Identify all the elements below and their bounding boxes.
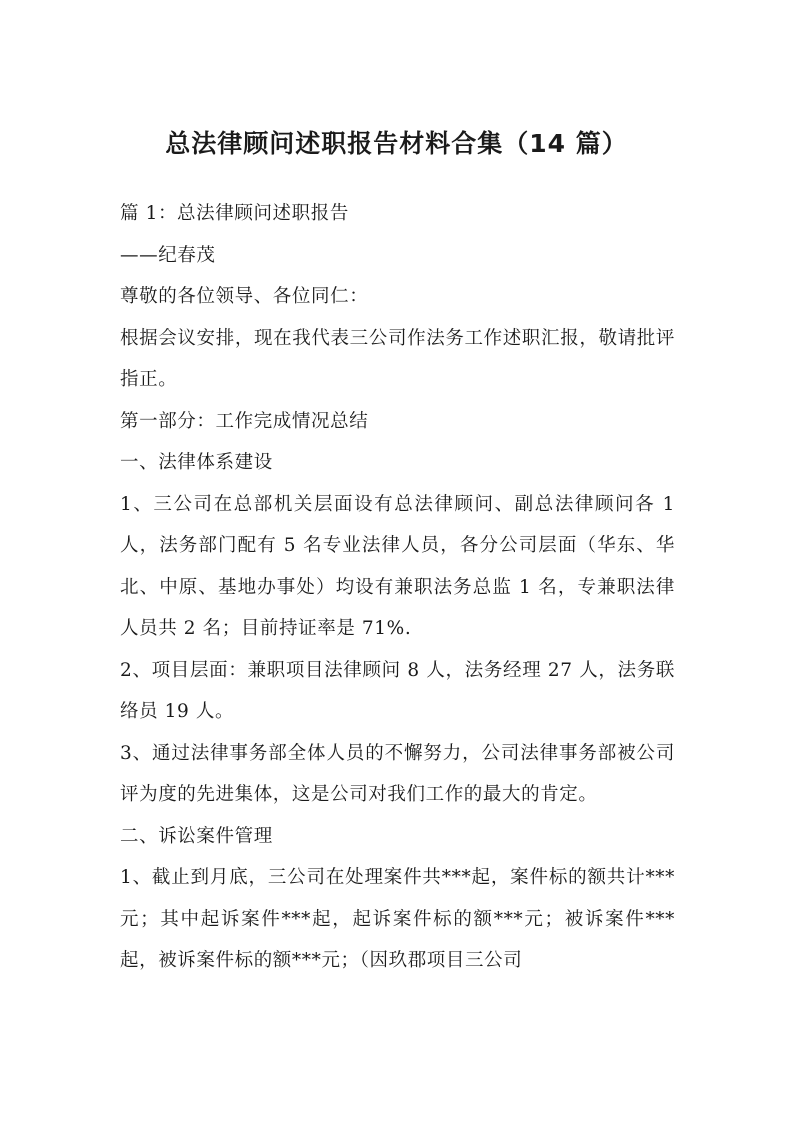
paragraph-intro: 根据会议安排，现在我代表三公司作法务工作述职汇报，敬请批评指正。	[120, 327, 675, 390]
paragraph-item: 3、通过法律事务部全体人员的不懈努力，公司法律事务部被公司评为度的先进集体，这是公司对我们工作的最大的肯定。	[120, 742, 675, 805]
paragraph-item: 2、项目层面：兼职项目法律顾问 8 人，法务经理 27 人，法务联络员 19 人。	[120, 659, 675, 722]
document-body	[120, 193, 675, 982]
paragraph-item: 1、截止到月底，三公司在处理案件共***起，案件标的额共计***元；其中起诉案件***起，起诉案件标的额***元；被诉案件***起，被诉案件标的额***元；（因玖郡项目三公司	[120, 867, 675, 971]
paragraph-section-heading: 二、诉讼案件管理	[120, 825, 273, 847]
paragraph-part-heading: 第一部分：工作完成情况总结	[120, 410, 369, 432]
paragraph-article-heading: 篇 1：总法律顾问述职报告	[120, 203, 349, 224]
paragraph-item: 1、三公司在总部机关层面设有总法律顾问、副总法律顾问各 1 人，法务部门配有 5 名专业法律人员，各分公司层面（华东、华北、中原、基地办事处）均设有兼职法务总监 1 名，专兼职法律人员共 2 名；目前持证率是 71%.	[120, 493, 675, 639]
document-title: 总法律顾问述职报告材料合集（14 篇）	[165, 129, 628, 158]
paragraph-section-heading: 一、法律体系建设	[120, 452, 273, 473]
paragraph-author: ——纪春茂	[120, 244, 216, 266]
paragraph-salutation: 尊敬的各位领导、各位同仁：	[120, 286, 369, 307]
